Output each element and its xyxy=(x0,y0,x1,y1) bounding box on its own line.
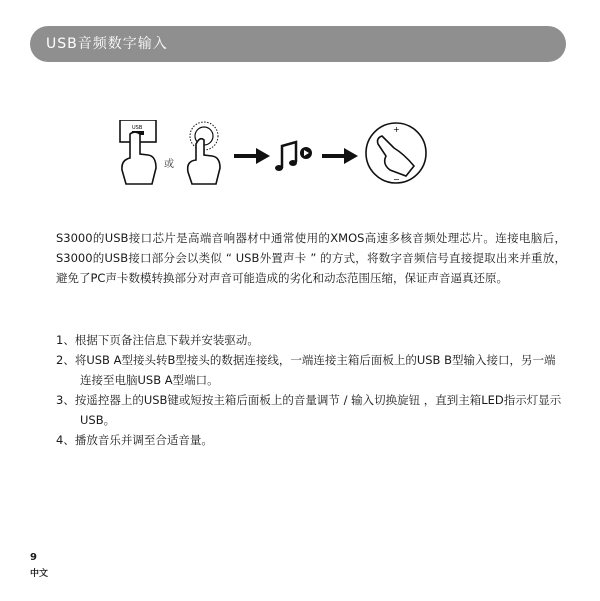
usb-button-press-icon xyxy=(120,120,156,184)
section-header xyxy=(30,26,566,62)
arrow-right-icon-2 xyxy=(322,148,358,164)
volume-knob-icon xyxy=(366,123,426,184)
illustration-svg xyxy=(110,120,450,190)
step-item: 4、播放音乐并调至合适音量。 xyxy=(56,433,213,447)
knob-plus: + xyxy=(393,125,400,134)
music-play-icon xyxy=(275,142,312,171)
page-number: 9 xyxy=(30,552,37,563)
knob-press-icon xyxy=(188,122,220,184)
step-item: 1、根据下页备注信息下载并安装驱动。 xyxy=(56,333,259,347)
page-language: 中文 xyxy=(30,569,49,579)
arrow-right-icon xyxy=(234,148,270,164)
steps-list xyxy=(56,330,566,450)
step-item: 2、将USB A型接头转B型接头的数据连接线，一端连接主箱后面板上的USB B型输入接口，另一端连接至电脑USB A型端口。 xyxy=(56,353,556,387)
usb-setup-illustration xyxy=(110,120,450,190)
step-item: 3、按遥控器上的USB键或短按主箱后面板上的音量调节 / 输入切换旋钮 ，直到主箱LED指示灯显示USB。 xyxy=(56,393,562,427)
or-label: 或 xyxy=(164,159,174,170)
usb-label: USB xyxy=(132,125,143,131)
intro-paragraph: S3000的USB接口芯片是高端音响器材中通常使用的XMOS高速多核音频处理芯片。连接电脑后，S3000的USB接口部分会以类似 “ USB外置声卡 ” 的方式，将数字音频信号直接提取出来并重放，避免了PC声卡数模转换部分对声音可能造成的劣化和动态范围压缩，保证声音逼真还原。 xyxy=(56,231,566,285)
knob-minus: − xyxy=(393,175,400,184)
section-title: USB音频数字输入 xyxy=(46,36,168,52)
